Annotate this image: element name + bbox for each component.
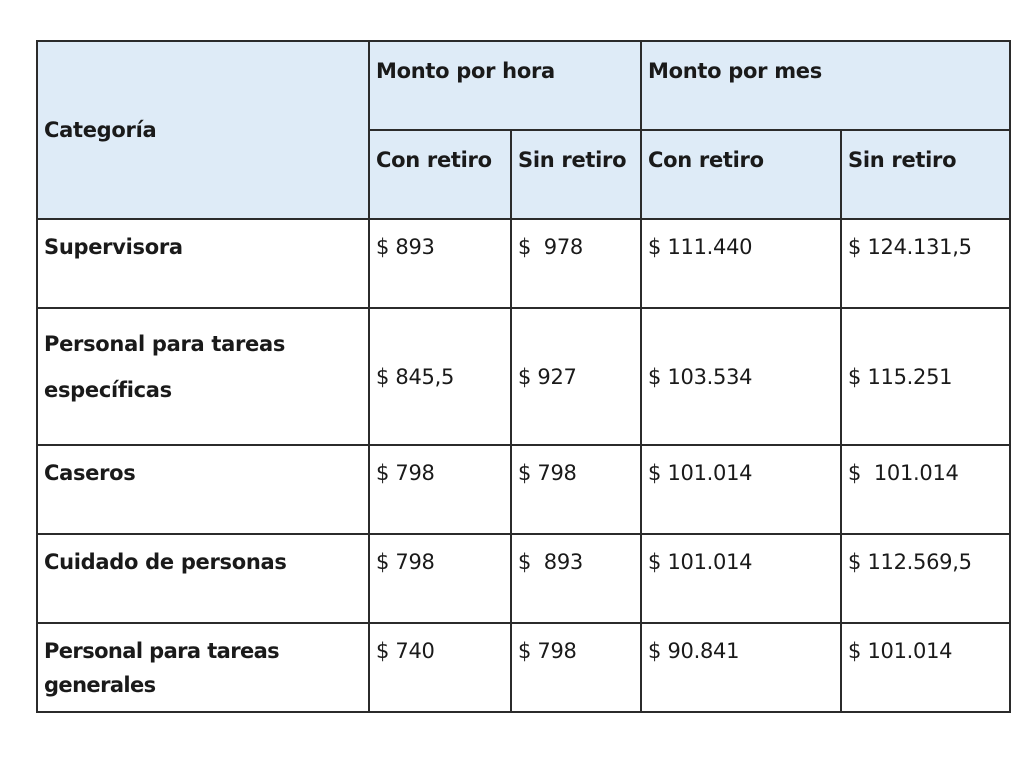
- cell-hour-con-retiro: $ 798: [369, 445, 511, 534]
- cell-month-sin-retiro: $ 124.131,5: [841, 219, 1010, 308]
- cell-month-sin-retiro: $ 101.014: [841, 623, 1010, 712]
- row-category: Cuidado de personas: [37, 534, 369, 623]
- cell-month-con-retiro: $ 90.841: [641, 623, 841, 712]
- cell-hour-sin-retiro: $ 978: [511, 219, 641, 308]
- salary-table: [36, 40, 1011, 713]
- header-row-groups: [37, 41, 1010, 130]
- row-category: Personal para tareas específicas: [37, 308, 369, 445]
- cell-month-con-retiro: $ 101.014: [641, 445, 841, 534]
- row-category: Caseros: [37, 445, 369, 534]
- table-row: [37, 623, 1010, 712]
- header-monto-por-mes: Monto por mes: [641, 41, 1010, 130]
- cell-month-con-retiro: $ 103.534: [641, 308, 841, 445]
- header-hour-sin-retiro: Sin retiro: [511, 130, 641, 219]
- cell-hour-con-retiro: $ 845,5: [369, 308, 511, 445]
- cell-hour-sin-retiro: $ 893: [511, 534, 641, 623]
- cell-hour-sin-retiro: $ 798: [511, 623, 641, 712]
- cell-month-con-retiro: $ 111.440: [641, 219, 841, 308]
- cell-hour-sin-retiro: $ 798: [511, 445, 641, 534]
- cell-hour-con-retiro: $ 798: [369, 534, 511, 623]
- cell-hour-con-retiro: $ 893: [369, 219, 511, 308]
- header-category: Categoría: [37, 41, 369, 219]
- header-month-sin-retiro: Sin retiro: [841, 130, 1010, 219]
- cell-month-sin-retiro: $ 101.014: [841, 445, 1010, 534]
- cell-month-sin-retiro: $ 112.569,5: [841, 534, 1010, 623]
- table-row: [37, 534, 1010, 623]
- table-row: [37, 445, 1010, 534]
- cell-hour-sin-retiro: $ 927: [511, 308, 641, 445]
- table-row: [37, 219, 1010, 308]
- header-hour-con-retiro: Con retiro: [369, 130, 511, 219]
- row-category: Personal para tareas generales: [37, 623, 369, 712]
- table-row: [37, 308, 1010, 445]
- cell-month-sin-retiro: $ 115.251: [841, 308, 1010, 445]
- cell-hour-con-retiro: $ 740: [369, 623, 511, 712]
- cell-month-con-retiro: $ 101.014: [641, 534, 841, 623]
- header-monto-por-hora: Monto por hora: [369, 41, 641, 130]
- header-month-con-retiro: Con retiro: [641, 130, 841, 219]
- row-category: Supervisora: [37, 219, 369, 308]
